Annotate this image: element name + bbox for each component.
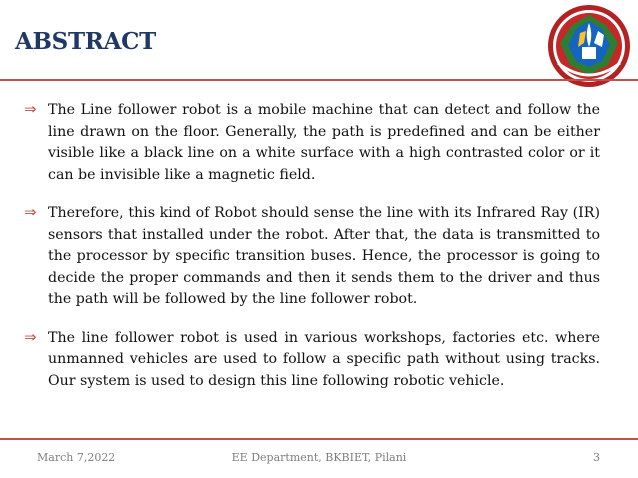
page-number: 3 xyxy=(593,451,600,464)
slide-title: ABSTRACT xyxy=(15,28,156,55)
bullet-item xyxy=(24,100,600,186)
bullet-item xyxy=(24,328,600,393)
footer-department: EE Department, BKBIET, Pilani xyxy=(231,451,407,464)
bottom-divider xyxy=(0,438,638,440)
bullet-text: Therefore, this kind of Robot should sense the line with its Infrared Ray (IR) sensors that installed under the robot. After that, the data is transmitted to the processor by specific transition buses. Hence, the processor is going to decide the proper commands and then it sends them to the driver and thus the path will be followed by the line follower robot. xyxy=(48,205,600,307)
double-right-arrow-icon: ⇒ xyxy=(24,327,37,346)
double-right-arrow-icon: ⇒ xyxy=(24,100,37,118)
college-logo xyxy=(546,3,632,89)
bullet-text: The Line follower robot is a mobile machine that can detect and follow the line drawn on the floor. Generally, the path is predefined and can be either visible like a black line on a white surface with a high contrasted color or it can be invisible like a magnetic field. xyxy=(48,102,600,183)
top-divider xyxy=(0,79,638,81)
bullet-item xyxy=(24,203,600,311)
footer-date: March 7,2022 xyxy=(37,451,116,464)
bullet-text: The line follower robot is used in various workshops, factories etc. where unmanned vehicles are used to follow a specific path without using tracks. Our system is used to design this line following robotic vehicle. xyxy=(48,329,600,389)
bullet-list xyxy=(24,100,600,409)
double-right-arrow-icon: ⇒ xyxy=(24,203,37,221)
